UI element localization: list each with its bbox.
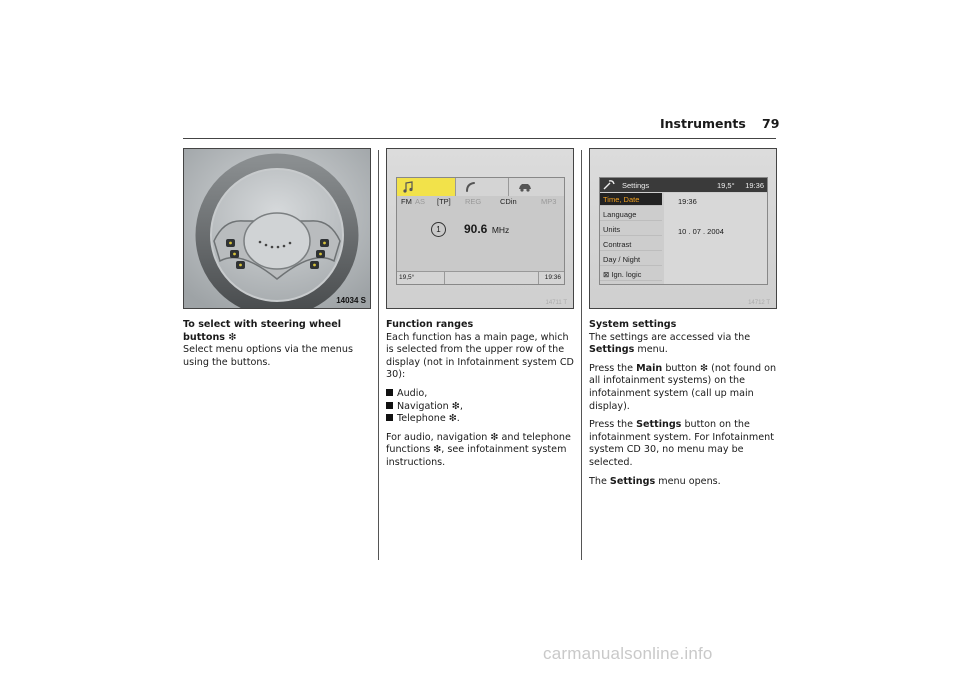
menu-item-contrast[interactable]: Contrast [600, 238, 662, 251]
settings-title: Settings [622, 181, 650, 190]
car-icon [517, 181, 533, 193]
menu-item-units[interactable]: Units [600, 223, 662, 236]
source-fm[interactable]: FM [401, 197, 412, 206]
page-header-title: Instruments [660, 116, 746, 131]
watermark-text: carmanualsonline.info [543, 644, 713, 663]
bullet-telephone: Telephone ❇. [386, 413, 576, 426]
steering-wheel-illustration [184, 149, 370, 308]
source-row [399, 197, 562, 207]
radio-status-bar [397, 271, 564, 284]
source-mp3[interactable]: MP3 [541, 197, 557, 206]
section-heading-system-settings: System settings [589, 319, 677, 330]
settings-temperature: 19,5° [717, 181, 735, 190]
frequency-readout [464, 220, 509, 238]
bullet-square-icon [386, 389, 393, 396]
column-divider-left [378, 150, 379, 560]
frequency-unit: MHz [491, 225, 510, 235]
menu-item-language[interactable]: Language [600, 208, 662, 221]
settings-time: 19:36 [745, 181, 764, 190]
settings-para-4: The Settings menu opens. [589, 475, 721, 487]
settings-para-3: Press the Settings button on the infotainment system. For Infotainment system CD 30, no menu may be selected. [589, 419, 774, 468]
steering-wheel-photo [183, 148, 371, 309]
right-column-text [589, 319, 779, 494]
preset-number: 1 [431, 222, 446, 237]
settings-wrench-icon [603, 180, 615, 190]
settings-screen [599, 177, 768, 285]
photo-reference-label: 14034 S [336, 296, 366, 305]
menu-item-day-night[interactable]: Day / Night [600, 253, 662, 266]
settings-value-date[interactable]: 10 . 07 . 2004 [678, 227, 724, 236]
radio-display-photo [386, 148, 574, 309]
radio-temperature: 19,5° [399, 274, 415, 281]
source-as[interactable]: AS [415, 197, 426, 206]
phone-icon [464, 180, 478, 194]
settings-title-bar [600, 178, 767, 192]
settings-value-panel [664, 193, 767, 284]
middle-column-text [386, 319, 576, 476]
settings-menu [600, 193, 663, 284]
page-number: 79 [762, 116, 780, 131]
bullet-square-icon [386, 402, 393, 409]
settings-image-code: 14712 T [748, 300, 770, 306]
radio-image-code: 14711 T [545, 300, 567, 306]
settings-value-time[interactable]: 19:36 [678, 197, 697, 206]
source-reg[interactable]: REG [465, 197, 482, 206]
tab-audio[interactable] [397, 178, 456, 196]
header-rule [183, 138, 776, 139]
radio-time: 19:36 [544, 274, 561, 281]
function-ranges-note: For audio, navigation ❇ and telephone functions ❇, see infotainment system instructions. [386, 431, 571, 468]
menu-item-time-date[interactable]: Time, Date [600, 193, 662, 206]
settings-display-photo [589, 148, 777, 309]
tab-telephone[interactable] [456, 178, 509, 196]
settings-para-1: The settings are accessed via the Settings menu. [589, 331, 751, 356]
source-cdin[interactable]: CDin [500, 197, 517, 206]
bullet-navigation: Navigation ❇, [386, 401, 576, 414]
music-note-icon [401, 180, 415, 194]
section-heading-function-ranges: Function ranges [386, 319, 474, 330]
column-divider-right [581, 150, 582, 560]
menu-item-ign-logic[interactable]: ⊠ Ign. logic [600, 268, 662, 281]
bullet-square-icon [386, 414, 393, 421]
function-ranges-intro: Each function has a main page, which is selected from the upper row of the display (not in Infotainment system CD 30): [386, 331, 574, 381]
left-column-text [183, 319, 373, 369]
steering-body-text: Select menu options via the menus using the buttons. [183, 344, 353, 368]
radio-screen [396, 177, 565, 285]
tab-navigation[interactable] [509, 178, 564, 196]
section-heading-steering: To select with steering wheel buttons ❇ [183, 319, 342, 343]
source-tp[interactable]: [TP] [437, 197, 451, 206]
settings-para-2: Press the Main button ❇ (not found on all infotainment systems) on the infotainment system (call up main display). [589, 362, 777, 412]
bullet-audio: Audio, [386, 388, 576, 401]
frequency-value: 90.6 [464, 222, 488, 236]
